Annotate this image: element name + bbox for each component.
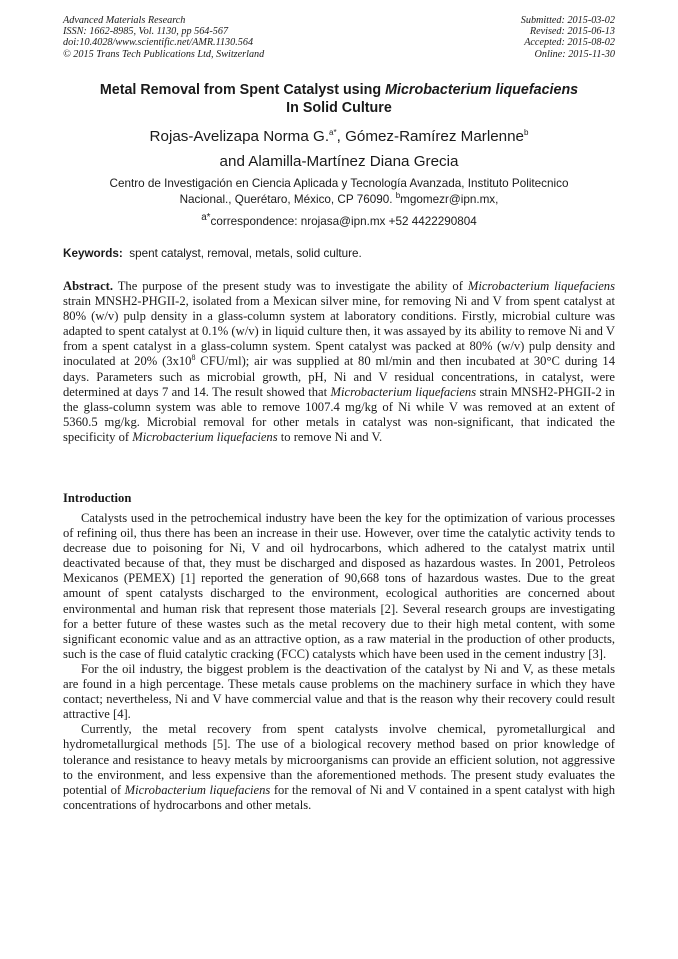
journal-copyright: © 2015 Trans Tech Publications Ltd, Switzerland [63,48,265,60]
abstract-text: CFU/ml); air was supplied at 80 ml/min and then incubated at 30°C during 14 days. Parameters such as microbial growth, pH, Ni and V residual concentrations, in catalyst, were determined at days 7 and 14. The result showed that [63,354,615,399]
intro-text: for the removal of Ni and V contained in a spent catalyst with high concentrations of hydrocarbons and other metals. [63,782,615,812]
affiliation-line1: Centro de Investigación en Ciencia Aplicada y Tecnología Avanzada, Instituto Politecnico [109,177,569,190]
keywords-label: Keywords: [63,247,123,260]
paper-title [40,81,638,117]
abstract-sup: 8 [191,353,196,363]
author-line2: and Alamilla-Martínez Diana Grecia [219,153,459,170]
affiliation [40,176,638,208]
intro-paragraph-3 [63,722,615,813]
journal-doi: doi:10.4028/www.scientific.net/AMR.1130.564 [63,37,254,49]
correspondence-text: correspondence: nrojasa@ipn.mx +52 4422290804 [210,214,477,228]
author-list [40,124,638,174]
abstract-text: to remove Ni and V. [277,429,383,444]
affiliation-sup-b: b [395,191,401,201]
keywords [63,246,615,262]
author-2: Gómez-Ramírez Marlenne [345,128,524,145]
journal-issn: ISSN: 1662-8985, Vol. 1130, pp 564-567 [63,26,229,38]
title-line2: In Solid Culture [286,100,392,116]
submission-dates [521,15,615,60]
correspondence-sup: a* [201,212,211,223]
author-2-sup: b [524,127,529,137]
journal-name: Advanced Materials Research [63,15,186,26]
correspondence [40,210,638,230]
affiliation-line2: Nacional., Querétaro, México, CP 76090. [179,193,396,206]
title-part1: Metal Removal from Spent Catalyst using [99,82,386,98]
author-1-sup: a* [329,127,337,137]
intro-text: Currently, the metal recovery from spent catalysts involve chemical, pyrometallurgical and hydrometallurgical methods [5]. The use of a biological recovery method based on prior knowledge of tolerance and resistance to heavy metals by microorganisms can provide an efficient solution, not aggressive to the environment, and less expensive than the aforementioned methods. The present study evaluates the potential of [63,722,615,797]
abstract-species: Microbacterium liquefaciens [330,384,477,399]
intro-paragraph-1: Catalysts used in the petrochemical industry have been the key for the optimization of various processes of refining oil, thus there has been an increase in their use. However, over time the catalytic activity tends to decrease due to poisoning for Ni, V and oil hydrocarbons, which adhered to the catalyst matrix until deactivated because of that, they must be discharged and disposed as hazardous wastes. In 2001, Petroleos Mexicanos (PEMEX) [1] reported the generation of 90,668 tons of hazardous wastes. Due to the great amount of spent catalysts discharged to the environment, ecological authorities are concerned about environmental and human risk that represent those materials [2]. Several research groups are investigating for a better future of these wastes such as the metal recovery due to their high metal content, with some significant economic value and as an attractive option, as a raw material in the production of other products, such is the case of fluid catalytic cracking (FCC) catalysts which have been used in the cement industry [3]. [63,511,615,661]
date-online: Online: 2015-11-30 [534,48,615,60]
author-sep: , [336,128,346,145]
author-1: Rojas-Avelizapa Norma G. [149,128,330,145]
journal-info [63,15,264,60]
abstract-text: The purpose of the present study was to investigate the ability of [113,279,468,293]
abstract-species: Microbacterium liquefaciens [132,429,278,444]
introduction [63,511,615,813]
intro-paragraph-2: For the oil industry, the biggest problem is the deactivation of the catalyst by Ni and V, as these metals are found in a high percentage. These metals cause problems on the machinery surface in which they have contact; nevertheless, Ni and V have commercial value and that is the reason why their recovery could result attractive [4]. [63,661,615,722]
email-b: mgomezr@ipn.mx, [400,193,499,206]
intro-species: Microbacterium liquefaciens [124,782,271,797]
date-revised: Revised: 2015-06-13 [529,26,615,38]
title-species: Microbacterium liquefaciens [385,82,579,98]
abstract-paragraph [63,279,615,445]
date-submitted: Submitted: 2015-03-02 [520,15,615,26]
abstract-species: Microbacterium liquefaciens [467,279,615,293]
keywords-text: spent catalyst, removal, metals, solid culture. [122,247,362,260]
abstract-text: strain MNSH2-PHGII-2, isolated from a Mexican silver mine, for removing Ni and V from spent catalyst at 80% (w/v) pulp density in a glass-column system at laboratory conditions. Firstly, microbial culture was adapted to spent catalyst at 0.1% (w/v) in liquid culture then, it was assayed by its ability to remove Ni and V from a spent catalyst in a glass-column system. Spent catalyst was packed at 80% (w/v) pulp density and inoculated at 20% (3x10 [63,294,615,369]
section-heading-introduction: Introduction [63,491,132,505]
abstract-text: strain MNSH2-PHGII-2 in the glass-column system was able to remove 1007.4 mg/kg of Ni while V was removed at an extent of 5360.5 mg/kg. Microbial removal for other metals in catalyst was non-significant, that indicated the specificity of [63,384,615,444]
abstract-label: Abstract. [63,279,114,293]
date-accepted: Accepted: 2015-08-02 [524,37,615,49]
abstract [63,279,615,445]
